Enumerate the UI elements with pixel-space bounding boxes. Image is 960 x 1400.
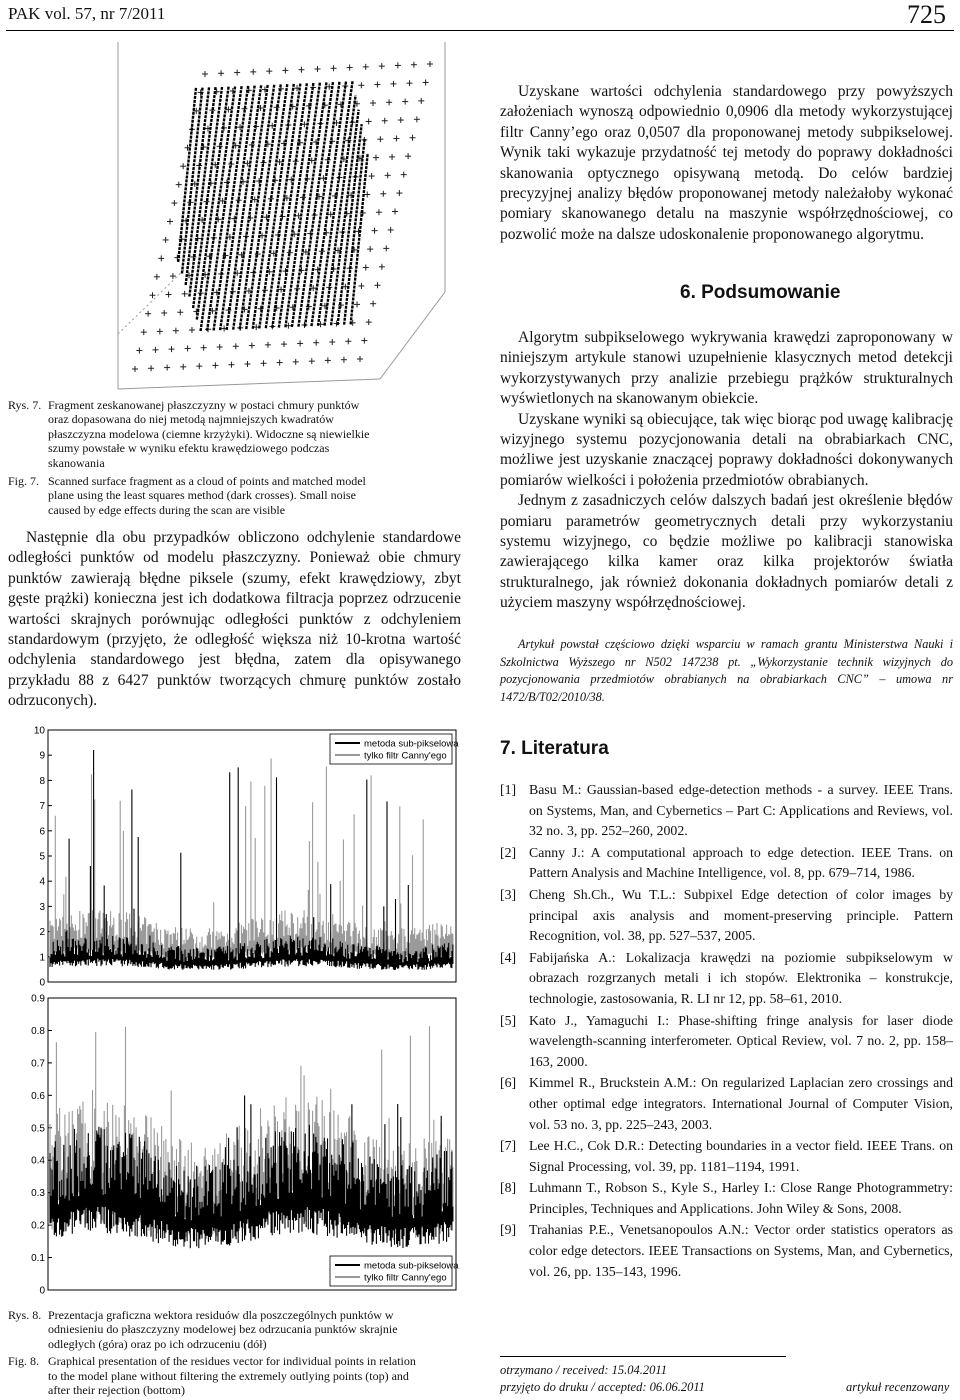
plane-cross — [395, 62, 401, 68]
plane-cross — [385, 172, 391, 178]
y-tick-label: 1 — [39, 952, 45, 964]
reference-text: Fabijańska A.: Lokalizacja krawędzi na poziomie subpikselowym w obrazach rozgrzanych metali i ich stopów. Elektronika – konstrukcje, technologie, zastosowania, R. LI nr 12, pp. 58–61, 2010. — [529, 949, 953, 1006]
plane-cross — [154, 274, 160, 280]
plane-cross — [379, 63, 385, 69]
plane-cross — [392, 209, 398, 215]
reference-item — [500, 1073, 953, 1135]
accepted-date: przyjęto do druku / accepted: 06.06.2011 — [500, 1380, 705, 1394]
plane-cross — [180, 163, 186, 169]
plane-cross — [390, 81, 396, 87]
plane-cross — [173, 328, 179, 334]
reference-item — [500, 885, 953, 947]
plane-cross — [136, 348, 142, 354]
reference-item — [500, 1220, 953, 1282]
reference-text: Kato J., Yamaguchi I.: Phase-shifting fringe analysis for laser diode wavelength-scanning interferometer. Optical Review, vol. 7 no. 2, pp. 158–163, 2000. — [529, 1012, 953, 1069]
plane-cross — [265, 342, 271, 348]
legend-label: metoda sub-pikselowa — [364, 1260, 459, 1272]
y-tick-label: 9 — [39, 750, 45, 762]
plane-cross — [363, 265, 369, 271]
legend-label: metoda sub-pikselowa — [364, 738, 459, 750]
journal-header: PAK vol. 57, nr 7/2011 — [8, 4, 166, 23]
plane-cross — [345, 338, 351, 344]
reference-text: Kimmel R., Bruckstein A.M.: On regularized Laplacian zero crossings and other optimal edge integrators. International Journal of Computer Vision, vol. 53 no. 3, pp. 225–243, 2003. — [529, 1075, 953, 1132]
y-tick-label: 5 — [39, 851, 45, 863]
y-tick-label: 10 — [33, 725, 45, 737]
paragraph: Uzyskane wartości odchylenia standardowego przy powyższych założeniach wynoszą odpowiednio 0,0906 dla metody wykorzystującej filtr Canny’ego oraz 0,0507 dla proponowanej metody subpikselowej. Wynik taki wykazuje przydatność tej metody do poprawy dokładności skanowania optycznego opisywaną metodą. Do celów bardziej precyzyjnej analizy błędów proponowanej metody należałoby wykonać pomiary skanowanego detalu na maszynie współrzędnościowej, co pozwolić może na dalsze udoskonalenie proponowanego algorytmu. — [500, 83, 953, 243]
plane-cross — [407, 80, 413, 86]
plane-cross — [357, 356, 363, 362]
caption-label: Fig. 7. — [8, 474, 40, 489]
plane-cross — [382, 118, 388, 124]
plane-cross — [358, 283, 364, 289]
point-stripe — [182, 87, 203, 273]
y-tick-label: 0.7 — [31, 1058, 45, 1070]
plane-cross — [309, 358, 315, 364]
reference-text: Cheng Sh.Ch., Wu T.L.: Subpixel Edge detection of color images by principal axis analysis and moment-preserving principle. Pattern Recognition, vol. 38, pp. 527–537, 2005. — [529, 886, 953, 944]
y-tick-label: 4 — [39, 876, 45, 888]
plane-cross — [167, 219, 173, 225]
plane-cross — [405, 153, 411, 159]
plane-cross — [369, 173, 375, 179]
plane-cross — [145, 311, 151, 317]
plane-cross — [148, 365, 154, 371]
plane-cross — [313, 340, 319, 346]
plane-cross — [177, 309, 183, 315]
plane-cross — [401, 172, 407, 178]
plane-cross — [315, 66, 321, 72]
plane-cross — [418, 98, 424, 104]
reference-item — [500, 780, 953, 842]
y-tick-label: 0.9 — [31, 993, 45, 1005]
plane-cross — [163, 237, 169, 243]
paragraph: Algorytm subpikselowego wykrywania krawędzi zaproponowany w niniejszym artykule stanowi uzupełnienie klasycznych metod detekcji wykorzystywanych przy analizie przebiegu prążków strukturalnych wyświetlonych na skanowanym obiekcie. — [500, 329, 953, 408]
y-tick-label: 7 — [39, 801, 45, 813]
reference-number: [4] — [500, 949, 517, 965]
plane-cross — [388, 227, 394, 233]
plane-cross — [361, 338, 367, 344]
caption-text-en: Scanned surface fragment as a cloud of points and matched model plane using the least squares method (dark crosses). Small noise caused by edge effects during the scan are visible — [48, 474, 366, 517]
legend-label: tylko filtr Canny'ego — [364, 1272, 447, 1284]
caption-label: Rys. 7. — [8, 398, 42, 412]
plane-cross — [402, 99, 408, 105]
y-tick-label: 0.5 — [31, 1123, 45, 1135]
y-tick-label: 6 — [39, 826, 45, 838]
y-tick-label: 3 — [39, 901, 45, 913]
reference-number: [1] — [500, 782, 517, 797]
plane-cross — [363, 64, 369, 70]
plane-cross — [170, 273, 176, 279]
reference-item — [500, 1178, 953, 1219]
caption-label: Rys. 8. — [8, 1308, 42, 1322]
caption-label: Fig. 8. — [8, 1354, 40, 1369]
plane-cross — [398, 117, 404, 123]
plane-cross — [293, 359, 299, 365]
plane-cross — [389, 154, 395, 160]
plane-cross — [386, 99, 392, 105]
plane-cross — [185, 345, 191, 351]
figure-8-caption — [8, 1308, 420, 1397]
reference-item — [500, 948, 953, 1010]
plane-cross — [161, 310, 167, 316]
plane-cross — [281, 341, 287, 347]
plane-cross — [234, 70, 240, 76]
plane-cross — [373, 155, 379, 161]
reference-list — [500, 780, 953, 1283]
plane-cross — [201, 345, 207, 351]
caption-text-pl: Fragment zeskanowanej płaszczyzny w postaci chmury punktów oraz dopasowana do niej metodą najmniejszych kwadratów płaszczyzna modelowa (ciemne krzyżyki). Widoczne są niewielkie szumy powstałe w wyniku efektu krawędziowego podczas skanowania — [48, 398, 370, 470]
plot-frame — [48, 998, 456, 1290]
legend — [330, 1256, 459, 1286]
reference-number: [8] — [500, 1180, 517, 1196]
section-7-heading: 7. Literatura — [500, 738, 609, 759]
plane-cross — [180, 364, 186, 370]
legend-label: tylko filtr Canny'ego — [364, 750, 447, 762]
plane-cross — [277, 360, 283, 366]
plane-cross — [367, 246, 373, 252]
plane-cross — [374, 82, 380, 88]
plane-cross — [249, 343, 255, 349]
plane-cross — [410, 135, 416, 141]
reference-number: [7] — [500, 1138, 517, 1154]
section-6-heading: 6. Podsumowanie — [680, 282, 841, 303]
reference-number: [2] — [500, 844, 517, 860]
y-tick-label: 0 — [39, 1285, 45, 1297]
plane-cross — [379, 264, 385, 270]
plane-cross — [414, 116, 420, 122]
plane-cross — [366, 118, 372, 124]
plane-cross — [358, 82, 364, 88]
y-tick-label: 0.2 — [31, 1220, 45, 1232]
received-date: otrzymano / received: 15.04.2011 — [500, 1363, 667, 1377]
paragraph: Jednym z zasadniczych celów dalszych badań jest określenie błędów pomiaru parametrów geometrycznych detali przy wykorzystaniu systemu wizyjnego, co będzie możliwe po kalibracji stanowiska zawierającego kilka kamer oraz kilka projektorów światła strukturalnego, jak również dokonania dokładnych pomiarów detali z użyciem maszyny współrzędnościowej. — [500, 492, 953, 612]
reference-number: [3] — [500, 886, 517, 902]
plane-cross — [331, 65, 337, 71]
plane-cross — [166, 292, 172, 298]
figure-8-bottom-chart — [20, 992, 465, 1298]
y-tick-label: 0.1 — [31, 1253, 45, 1265]
plane-cross — [375, 282, 381, 288]
plane-cross — [157, 328, 163, 334]
plane-cross — [150, 292, 156, 298]
plane-cross — [377, 136, 383, 142]
plane-cross — [347, 65, 353, 71]
y-tick-label: 0.6 — [31, 1090, 45, 1102]
plane-cross — [341, 357, 347, 363]
plane-cross — [393, 135, 399, 141]
body-paragraph-right — [500, 82, 953, 245]
plane-cross — [228, 362, 234, 368]
plane-cross — [370, 100, 376, 106]
reference-text: Canny J.: A computational approach to edge detection. IEEE Trans. on Pattern Analysis and Machine Intelligence, vol. 8, pp. 679–714, 1986. — [529, 844, 953, 881]
plane-cross — [245, 361, 251, 367]
plane-cross — [376, 209, 382, 215]
plane-cross — [261, 360, 267, 366]
plane-cross — [329, 339, 335, 345]
plane-cross — [141, 329, 147, 335]
y-tick-label: 0 — [39, 977, 45, 989]
plane-cross — [427, 61, 433, 67]
plane-cross — [298, 67, 304, 73]
plane-cross — [189, 327, 195, 333]
plane-cross — [266, 68, 272, 74]
plane-cross — [297, 340, 303, 346]
plane-cross — [364, 191, 370, 197]
plane-cross — [380, 191, 386, 197]
plane-cross — [152, 347, 158, 353]
plane-cross — [372, 228, 378, 234]
plane-cross — [325, 357, 331, 363]
scanned-point-stripes — [178, 81, 368, 331]
plane-cross — [366, 319, 372, 325]
plane-cross — [164, 365, 170, 371]
plane-cross — [383, 245, 389, 251]
reference-text: Trahanias P.E., Venetsanopoulos A.N.: Vector order statistics operators as color edge detectors. IEEE Transactions on Systems, Man, and Cybernetics, vol. 26, pp. 135–143, 1996. — [529, 1222, 953, 1279]
plane-cross — [411, 62, 417, 68]
caption-text-pl: Prezentacja graficzna wektora residuów dla poszczególnych punktów w odniesieniu do płaszczyzny modelowej bez odrzucania punktów skrajnie odległych (góra) oraz po ich odrzuceniu (dół) — [48, 1308, 398, 1351]
reference-text: Basu M.: Gaussian-based edge-detection methods - a survey. IEEE Trans. on Systems, Man, and Cybernetics – Part C: Applications and Reviews, vol. 32 no. 3, pp. 252–260, 2002. — [529, 782, 953, 839]
page-number: 725 — [907, 0, 946, 29]
y-tick-label: 0.8 — [31, 1025, 45, 1037]
y-tick-label: 8 — [39, 775, 45, 787]
plane-cross — [250, 69, 256, 75]
article-type: artykuł recenzowany — [846, 1380, 950, 1394]
reference-text: Luhmann T., Robson S., Kyle S., Harley I.: Close Range Photogrammetry: Principles, Techniques and Applications. John Wiley & Sons, 2008. — [529, 1180, 953, 1216]
reference-item — [500, 1136, 953, 1177]
reference-item — [500, 1011, 953, 1073]
plane-cross — [423, 79, 429, 85]
plane-cross — [182, 291, 188, 297]
reference-number: [9] — [500, 1222, 517, 1238]
plane-cross — [282, 67, 288, 73]
plane-cross — [218, 70, 224, 76]
section-6-body — [500, 328, 953, 614]
plane-cross — [176, 182, 182, 188]
reference-number: [5] — [500, 1012, 517, 1028]
caption-text-en: Graphical presentation of the residues vector for individual points in relation to the model plane without filtering the extremely outlying points (top) and after their rejection (bottom) — [48, 1354, 416, 1398]
y-tick-label: 0.3 — [31, 1188, 45, 1200]
plane-cross — [396, 190, 402, 196]
plane-cross — [202, 71, 208, 77]
footer-rule — [500, 1356, 786, 1357]
legend — [330, 734, 459, 764]
plane-cross — [233, 343, 239, 349]
paragraph: Następnie dla obu przypadków obliczono odchylenie standardowe odległości punktów od modelu płaszczyzny. Ponieważ obie chmury punktów zawierają błędne piksele (szumy, efekt krawędziowy, zbyt gęste prążki) konieczna jest ich dodatkowa filtracja poprzez odrzucenie wartości skrajnych porównując odległości punktów z odchyleniem standardowym (przyjęto, że odległość większa niż 10-krotna wartość odchylenia standardowego jest błędna, zatem dla opisywanego przykładu 88 z 6427 punktów tworzących chmurę punktów zostało odrzuconych). — [8, 529, 461, 710]
reference-item — [500, 843, 953, 884]
y-tick-label: 2 — [39, 927, 45, 939]
reference-number: [6] — [500, 1075, 517, 1091]
plane-cross — [370, 301, 376, 307]
y-tick-label: 0.4 — [31, 1155, 45, 1167]
header-rule — [6, 30, 954, 31]
plane-cross — [169, 346, 175, 352]
paragraph: Uzyskane wyniki są obiecujące, tak więc biorąc pod uwagę kalibrację wizyjnego systemu pozycjonowania detali na obrabiarkach CNC, możliwe jest uzyskanie znaczącej poprawy dokładności dokonywanych pomiarów wielkości i położenia przedmiotów obrabianych. — [500, 410, 953, 489]
acknowledgement: Artykuł powstał częściowo dzięki wsparciu w ramach grantu Ministerstwa Nauki i Szkolnictwa Wyższego nr N502 147238 pt. „Wykorzystanie technik wizyjnych do pozycjonowania przedmiotów obrabianych na obrabiarkach CNC” – umowa nr 1472/B/T02/2010/38. — [500, 637, 953, 704]
reference-text: Lee H.C., Cok D.R.: Detecting boundaries in a vector field. IEEE Trans. on Signal Processing, vol. 39, pp. 1181–1194, 1991. — [529, 1138, 953, 1174]
plane-cross — [354, 301, 360, 307]
figure-7-point-cloud — [40, 34, 460, 394]
plane-cross — [158, 255, 164, 261]
plane-cross — [196, 363, 202, 369]
plane-cross — [171, 200, 177, 206]
figure-7-caption — [8, 398, 380, 517]
body-paragraph-left — [8, 528, 461, 712]
plane-cross — [217, 344, 223, 350]
figure-8-top-chart — [20, 724, 465, 990]
plane-cross — [212, 362, 218, 368]
plane-cross — [132, 366, 138, 372]
